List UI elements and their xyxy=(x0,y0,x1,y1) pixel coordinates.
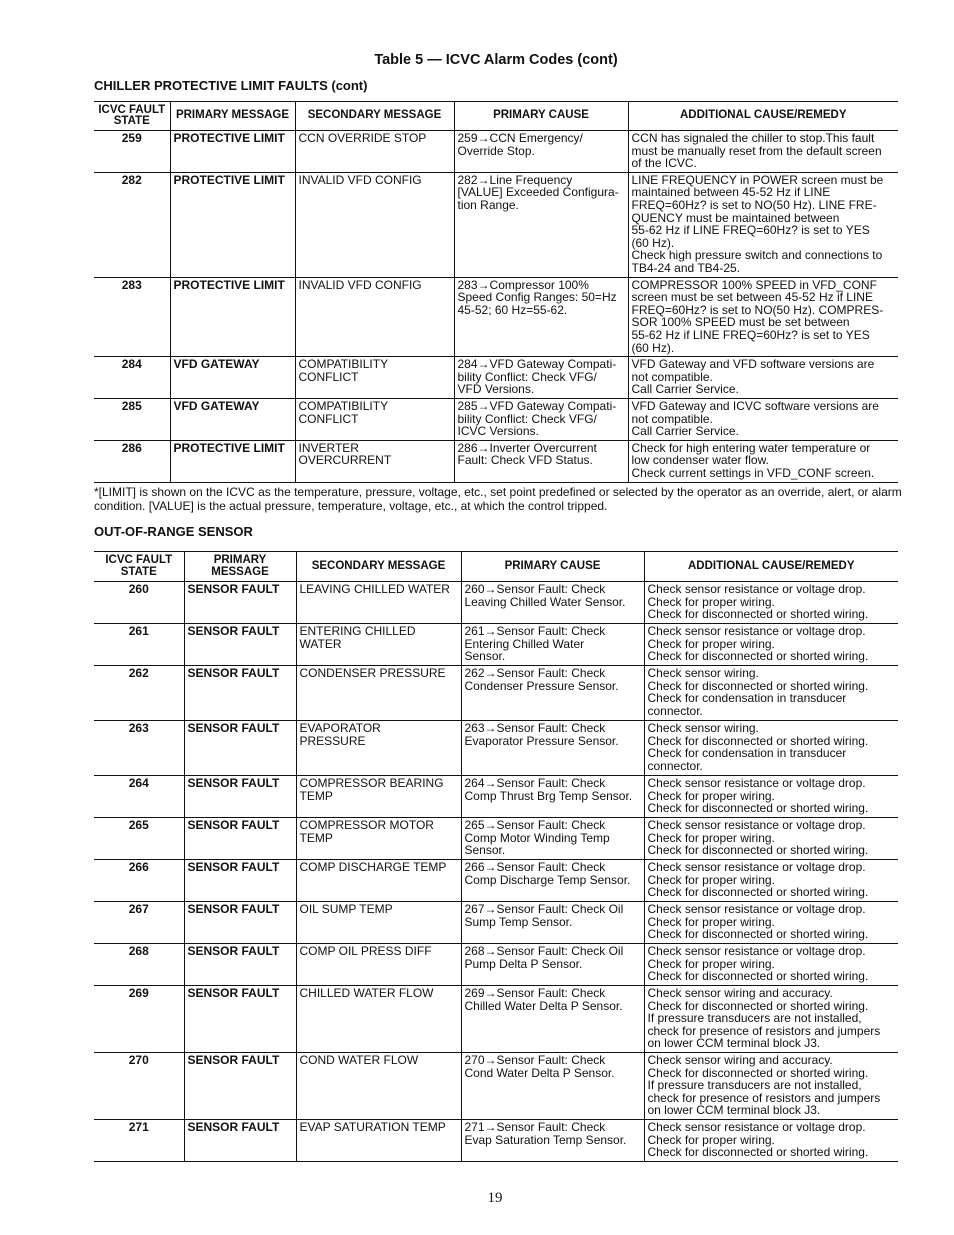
footnote: *[LIMIT] is shown on the ICVC as the temperature, pressure, voltage, etc., set point predefined or selected by the operator as an override, alert, or alarm condition. [VALUE] is the actual pressure, temperature, voltage, etc., at which the control tripped. xyxy=(94,485,902,513)
remedy-cell: LINE FREQUENCY in POWER screen must be maintained between 45-52 Hz if LINE FREQ=60Hz? is set to NO(50 Hz). LINE FRE- QUENCY must be maintained between 55-62 Hz if LINE FREQ=60Hz? is set to YES (60 Hz). Check high pressure switch and connections to TB4-24 and TB4-25. xyxy=(628,172,898,277)
primary-cause-cell: 260→Sensor Fault: Check Leaving Chilled Water Sensor. xyxy=(461,582,644,624)
fault-state-cell: 266 xyxy=(94,860,184,902)
primary-cause-cell: 269→Sensor Fault: Check Chilled Water Delta P Sensor. xyxy=(461,986,644,1053)
remedy-cell: VFD Gateway and VFD software versions are not compatible. Call Carrier Service. xyxy=(628,357,898,399)
table-row xyxy=(94,1053,898,1120)
fault-state-cell: 261 xyxy=(94,624,184,666)
secondary-message-cell: ENTERING CHILLED WATER xyxy=(296,624,461,666)
remedy-cell: Check sensor wiring and accuracy. Check for disconnected or shorted wiring. If pressure transducers are not installed, check for presence of resistors and jumpers on lower CCM terminal block J3. xyxy=(644,1053,898,1120)
primary-message-cell: SENSOR FAULT xyxy=(184,721,296,776)
primary-cause-cell: 264→Sensor Fault: Check Comp Thrust Brg Temp Sensor. xyxy=(461,776,644,818)
fault-state-cell: 260 xyxy=(94,582,184,624)
header-fault-state: ICVC FAULT STATE xyxy=(94,102,170,131)
remedy-cell: Check sensor resistance or voltage drop. Check for proper wiring. Check for disconnected or shorted wiring. xyxy=(644,776,898,818)
table-header-row xyxy=(94,102,898,131)
remedy-cell: CCN has signaled the chiller to stop.This fault must be manually reset from the default screen of the ICVC. xyxy=(628,131,898,173)
secondary-message-cell: COND WATER FLOW xyxy=(296,1053,461,1120)
secondary-message-cell: CONDENSER PRESSURE xyxy=(296,666,461,721)
section-heading-out-of-range-sensor: OUT-OF-RANGE SENSOR xyxy=(94,524,253,539)
table-row xyxy=(94,1120,898,1162)
fault-state-cell: 285 xyxy=(94,399,170,441)
table-row xyxy=(94,902,898,944)
section-heading-protective-limit: CHILLER PROTECTIVE LIMIT FAULTS (cont) xyxy=(94,78,368,93)
table-row xyxy=(94,357,898,399)
primary-cause-cell: 266→Sensor Fault: Check Comp Discharge Temp Sensor. xyxy=(461,860,644,902)
primary-cause-cell: 270→Sensor Fault: Check Cond Water Delta P Sensor. xyxy=(461,1053,644,1120)
fault-state-cell: 284 xyxy=(94,357,170,399)
primary-message-cell: SENSOR FAULT xyxy=(184,986,296,1053)
primary-message-cell: SENSOR FAULT xyxy=(184,860,296,902)
table-row xyxy=(94,624,898,666)
primary-cause-cell: 267→Sensor Fault: Check Oil Sump Temp Sensor. xyxy=(461,902,644,944)
page-number: 19 xyxy=(487,1190,503,1206)
remedy-cell: Check sensor resistance or voltage drop. Check for proper wiring. Check for disconnected or shorted wiring. xyxy=(644,860,898,902)
remedy-cell: Check sensor wiring. Check for disconnected or shorted wiring. Check for condensation in transducer connector. xyxy=(644,666,898,721)
remedy-cell: Check sensor wiring. Check for disconnected or shorted wiring. Check for condensation in transducer connector. xyxy=(644,721,898,776)
primary-message-cell: SENSOR FAULT xyxy=(184,776,296,818)
secondary-message-cell: INVALID VFD CONFIG xyxy=(295,172,454,277)
primary-cause-cell: 282→Line Frequency [VALUE] Exceeded Configura- tion Range. xyxy=(454,172,628,277)
primary-message-cell: SENSOR FAULT xyxy=(184,944,296,986)
primary-cause-cell: 284→VFD Gateway Compati- bility Conflict: Check VFG/ VFD Versions. xyxy=(454,357,628,399)
remedy-cell: Check for high entering water temperature or low condenser water flow. Check current settings in VFD_CONF screen. xyxy=(628,440,898,482)
primary-cause-cell: 261→Sensor Fault: Check Entering Chilled Water Sensor. xyxy=(461,624,644,666)
remedy-cell: Check sensor resistance or voltage drop. Check for proper wiring. Check for disconnected or shorted wiring. xyxy=(644,1120,898,1162)
header-secondary-message: SECONDARY MESSAGE xyxy=(296,552,461,582)
remedy-cell: COMPRESSOR 100% SPEED in VFD_CONF screen must be set between 45-52 Hz if LINE FREQ=60Hz? is set to NO(50 Hz). COMPRES- SOR 100% SPEED must be set between 55-62 Hz if LINE FREQ=60Hz? is set to YES (60 Hz). xyxy=(628,277,898,357)
primary-message-cell: SENSOR FAULT xyxy=(184,1120,296,1162)
primary-cause-cell: 262→Sensor Fault: Check Condenser Pressure Sensor. xyxy=(461,666,644,721)
fault-state-cell: 262 xyxy=(94,666,184,721)
primary-message-cell: SENSOR FAULT xyxy=(184,582,296,624)
remedy-cell: Check sensor resistance or voltage drop. Check for proper wiring. Check for disconnected or shorted wiring. xyxy=(644,818,898,860)
fault-state-cell: 269 xyxy=(94,986,184,1053)
fault-state-cell: 270 xyxy=(94,1053,184,1120)
table-row xyxy=(94,860,898,902)
fault-state-cell: 286 xyxy=(94,440,170,482)
fault-state-cell: 263 xyxy=(94,721,184,776)
secondary-message-cell: COMPRESSOR MOTOR TEMP xyxy=(296,818,461,860)
primary-message-cell: SENSOR FAULT xyxy=(184,818,296,860)
fault-state-cell: 282 xyxy=(94,172,170,277)
remedy-cell: Check sensor resistance or voltage drop. Check for proper wiring. Check for disconnected or shorted wiring. xyxy=(644,944,898,986)
secondary-message-cell: COMPATIBILITY CONFLICT xyxy=(295,399,454,441)
header-remedy: ADDITIONAL CAUSE/REMEDY xyxy=(628,102,898,131)
header-fault-state: ICVC FAULT STATE xyxy=(94,552,184,582)
table-row xyxy=(94,399,898,441)
table-row xyxy=(94,666,898,721)
primary-cause-cell: 285→VFD Gateway Compati- bility Conflict: Check VFG/ ICVC Versions. xyxy=(454,399,628,441)
secondary-message-cell: INVALID VFD CONFIG xyxy=(295,277,454,357)
header-primary-cause: PRIMARY CAUSE xyxy=(461,552,644,582)
remedy-cell: Check sensor resistance or voltage drop. Check for proper wiring. Check for disconnected or shorted wiring. xyxy=(644,582,898,624)
primary-cause-cell: 271→Sensor Fault: Check Evap Saturation Temp Sensor. xyxy=(461,1120,644,1162)
protective-limit-faults-table xyxy=(94,101,898,483)
primary-message-cell: PROTECTIVE LIMIT xyxy=(170,277,295,357)
primary-message-cell: VFD GATEWAY xyxy=(170,399,295,441)
fault-state-cell: 268 xyxy=(94,944,184,986)
secondary-message-cell: EVAPORATOR PRESSURE xyxy=(296,721,461,776)
remedy-cell: VFD Gateway and ICVC software versions are not compatible. Call Carrier Service. xyxy=(628,399,898,441)
primary-message-cell: PROTECTIVE LIMIT xyxy=(170,172,295,277)
primary-message-cell: SENSOR FAULT xyxy=(184,1053,296,1120)
fault-state-cell: 265 xyxy=(94,818,184,860)
table-row xyxy=(94,776,898,818)
primary-cause-cell: 259→CCN Emergency/ Override Stop. xyxy=(454,131,628,173)
table-title: Table 5 — ICVC Alarm Codes (cont) xyxy=(374,52,618,68)
table-row xyxy=(94,277,898,357)
table-header-row xyxy=(94,552,898,582)
primary-message-cell: VFD GATEWAY xyxy=(170,357,295,399)
primary-cause-cell: 286→Inverter Overcurrent Fault: Check VFD Status. xyxy=(454,440,628,482)
primary-message-cell: SENSOR FAULT xyxy=(184,666,296,721)
secondary-message-cell: COMP OIL PRESS DIFF xyxy=(296,944,461,986)
table-row xyxy=(94,440,898,482)
secondary-message-cell: OIL SUMP TEMP xyxy=(296,902,461,944)
primary-cause-cell: 263→Sensor Fault: Check Evaporator Pressure Sensor. xyxy=(461,721,644,776)
table-row xyxy=(94,131,898,173)
table-row xyxy=(94,986,898,1053)
out-of-range-sensor-table xyxy=(94,551,898,1162)
header-remedy: ADDITIONAL CAUSE/REMEDY xyxy=(644,552,898,582)
secondary-message-cell: CCN OVERRIDE STOP xyxy=(295,131,454,173)
primary-message-cell: SENSOR FAULT xyxy=(184,902,296,944)
primary-message-cell: PROTECTIVE LIMIT xyxy=(170,440,295,482)
header-primary-cause: PRIMARY CAUSE xyxy=(454,102,628,131)
secondary-message-cell: INVERTER OVERCURRENT xyxy=(295,440,454,482)
header-primary-message: PRIMARY MESSAGE xyxy=(170,102,295,131)
secondary-message-cell: COMPATIBILITY CONFLICT xyxy=(295,357,454,399)
primary-cause-cell: 283→Compressor 100% Speed Config Ranges: 50=Hz 45-52; 60 Hz=55-62. xyxy=(454,277,628,357)
fault-state-cell: 267 xyxy=(94,902,184,944)
remedy-cell: Check sensor wiring and accuracy. Check for disconnected or shorted wiring. If pressure transducers are not installed, check for presence of resistors and jumpers on lower CCM terminal block J3. xyxy=(644,986,898,1053)
fault-state-cell: 271 xyxy=(94,1120,184,1162)
header-primary-message: PRIMARY MESSAGE xyxy=(184,552,296,582)
fault-state-cell: 283 xyxy=(94,277,170,357)
primary-message-cell: SENSOR FAULT xyxy=(184,624,296,666)
table-row xyxy=(94,582,898,624)
secondary-message-cell: CHILLED WATER FLOW xyxy=(296,986,461,1053)
secondary-message-cell: EVAP SATURATION TEMP xyxy=(296,1120,461,1162)
fault-state-cell: 264 xyxy=(94,776,184,818)
fault-state-cell: 259 xyxy=(94,131,170,173)
primary-message-cell: PROTECTIVE LIMIT xyxy=(170,131,295,173)
secondary-message-cell: COMP DISCHARGE TEMP xyxy=(296,860,461,902)
primary-cause-cell: 265→Sensor Fault: Check Comp Motor Winding Temp Sensor. xyxy=(461,818,644,860)
secondary-message-cell: LEAVING CHILLED WATER xyxy=(296,582,461,624)
table-row xyxy=(94,721,898,776)
table-row xyxy=(94,944,898,986)
header-secondary-message: SECONDARY MESSAGE xyxy=(295,102,454,131)
remedy-cell: Check sensor resistance or voltage drop. Check for proper wiring. Check for disconnected or shorted wiring. xyxy=(644,624,898,666)
table-row xyxy=(94,172,898,277)
primary-cause-cell: 268→Sensor Fault: Check Oil Pump Delta P Sensor. xyxy=(461,944,644,986)
secondary-message-cell: COMPRESSOR BEARING TEMP xyxy=(296,776,461,818)
remedy-cell: Check sensor resistance or voltage drop. Check for proper wiring. Check for disconnected or shorted wiring. xyxy=(644,902,898,944)
table-row xyxy=(94,818,898,860)
